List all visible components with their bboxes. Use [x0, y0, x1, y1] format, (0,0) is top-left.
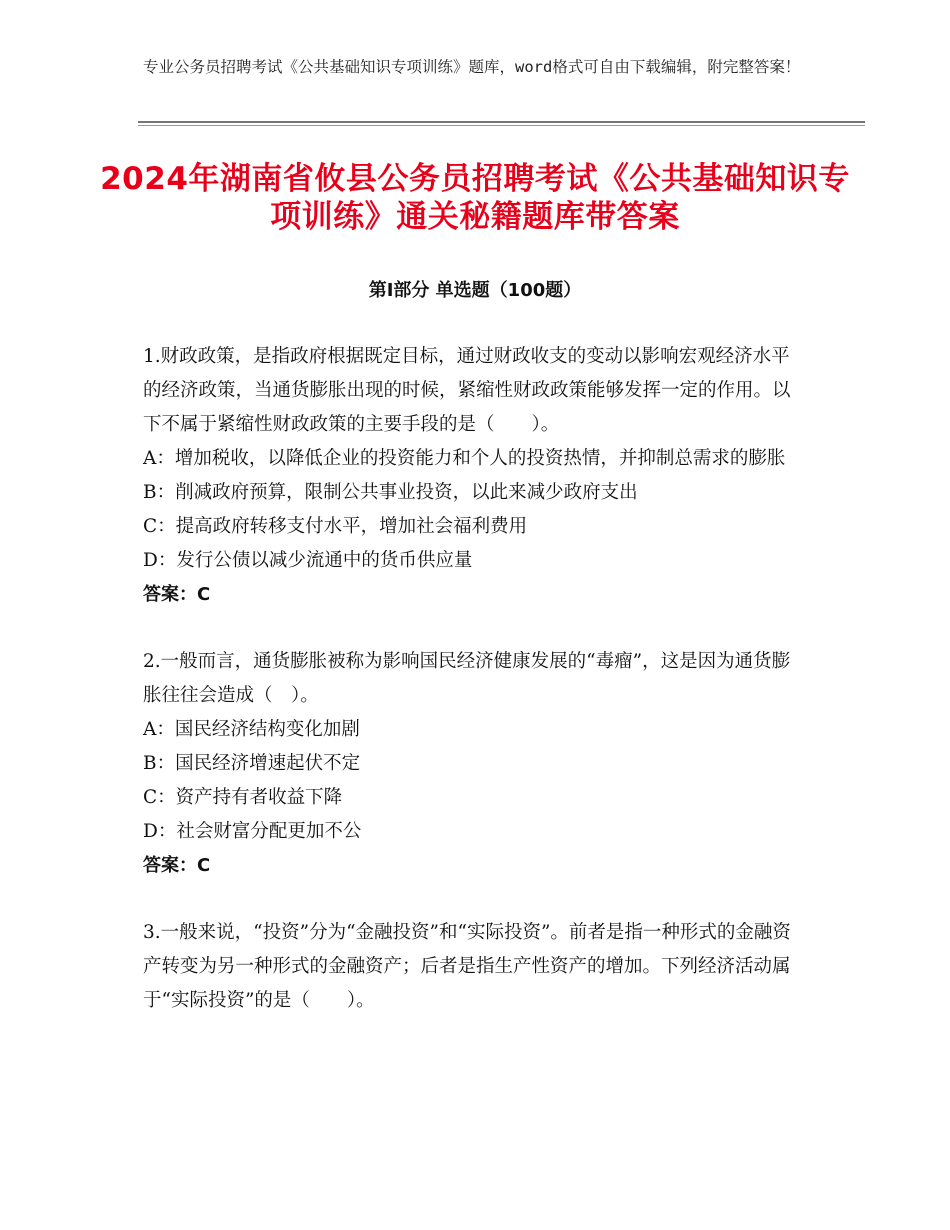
option-d: D：社会财富分配更加不公 [143, 821, 362, 842]
question-stem: 3.一般来说，“投资”分为“金融投资”和“实际投资”。前者是指一种形式的金融资产转变为另一种形式的金融资产；后者是指生产性资产的增加。下列经济活动属于“实际投资”的是（ ）。 [143, 922, 791, 1011]
option-a: A：国民经济结构变化加剧 [143, 719, 360, 740]
option-b: B：国民经济增速起伏不定 [143, 753, 361, 774]
option-c: C：提高政府转移支付水平，增加社会福利费用 [143, 516, 528, 537]
option-b: B：削减政府预算，限制公共事业投资，以此来减少政府支出 [143, 482, 638, 503]
option-d: D：发行公债以减少流通中的货币供应量 [143, 550, 473, 571]
answer-label: 答案：C [143, 584, 211, 605]
question-list [143, 340, 808, 1051]
header-divider-thin [138, 125, 865, 126]
header-note: 专业公务员招聘考试《公共基础知识专项训练》题库，word格式可自由下载编辑，附完整答案！ [143, 58, 801, 76]
document-title: 2024年湖南省攸县公务员招聘考试《公共基础知识专项训练》通关秘籍题库带答案 [100, 161, 850, 235]
question-2 [143, 645, 808, 883]
question-1 [143, 340, 808, 612]
question-3 [143, 916, 808, 1018]
option-c: C：资产持有者收益下降 [143, 787, 343, 808]
section-heading: 第Ⅰ部分 单选题（100题） [368, 280, 582, 301]
question-stem: 1.财政政策，是指政府根据既定目标，通过财政收支的变动以影响宏观经济水平的经济政策，当通货膨胀出现的时候，紧缩性财政政策能够发挥一定的作用。以下不属于紧缩性财政政策的主要手段的是（ ）。 [143, 346, 791, 435]
question-stem: 2.一般而言，通货膨胀被称为影响国民经济健康发展的“毒瘤”，这是因为通货膨胀往往会造成（ ）。 [143, 651, 791, 706]
option-a: A：增加税收，以降低企业的投资能力和个人的投资热情，并抑制总需求的膨胀 [143, 448, 786, 469]
header-divider [138, 121, 865, 123]
answer-label: 答案：C [143, 855, 211, 876]
